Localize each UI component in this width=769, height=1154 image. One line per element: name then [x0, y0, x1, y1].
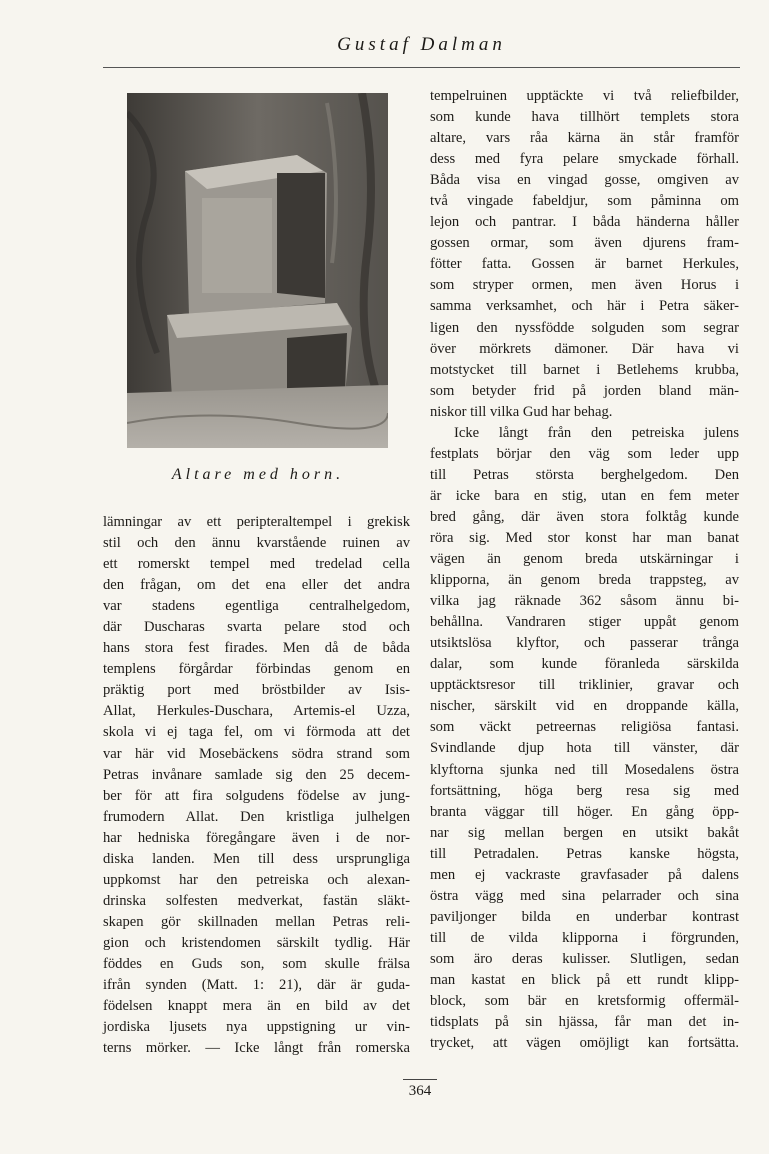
text-line: som kunde hava tillhört templets stora — [430, 109, 739, 126]
text-line: där Duscharas svarta pelare stod och — [103, 619, 410, 636]
text-line: klyftorna sjunka ned till Mosedalens östra — [430, 761, 739, 778]
text-line: som väckt petreernas religiösa fantasi. — [430, 719, 739, 736]
altar-photograph — [127, 93, 388, 448]
text-line: ligen den nyssfödde solguden som segrar — [430, 319, 739, 336]
text-line: fötter fatta. Gossen är barnet Herkules, — [430, 256, 739, 273]
text-line: diska landen. Men till dess ursprungliga — [103, 850, 410, 867]
text-line: gion och kristendomen särskilt tydlig. Här — [103, 934, 410, 951]
paragraph-start-line: Icke långt från den petreiska julens — [454, 424, 739, 441]
text-line: bred gång, där även stora folktåg kunde — [430, 508, 739, 525]
text-line: uppkomst har den petreiska och alexan- — [103, 871, 410, 888]
text-line: lämningar av ett peripteraltempel i grekisk — [103, 514, 410, 530]
text-line: dess med fyra pelare smyckade förhall. — [430, 151, 739, 168]
text-line: föddes en Guds son, som skulle frälsa — [103, 955, 410, 972]
text-line: block, som bär en kretsformig offermäl- — [430, 993, 739, 1010]
text-line: ett romerskt tempel med tredelad cella — [103, 556, 410, 573]
text-line: ifrån synden (Matt. 1: 21), där är guda- — [103, 977, 410, 994]
text-line: som betyder frid på jorden bland män- — [430, 382, 739, 399]
text-line: nischer, särskilt vid en droppande källa, — [430, 698, 739, 715]
text-line: niskor till vilka Gud har behag. — [430, 403, 613, 420]
text-line: röra sig. Med stor konst har man banat — [430, 529, 739, 546]
text-line: tidsplats på sin hjässa, får man det in- — [430, 1014, 739, 1031]
text-line: östra vägg med sina pelarrader och sina — [430, 887, 739, 904]
text-line: lejon och pantrar. I båda händerna håller — [430, 214, 739, 231]
text-line: vilka jag räknade 362 såsom ännu bi- — [430, 593, 739, 610]
right-text-column — [430, 86, 739, 1054]
text-line: födelsen knappt mera än en bild av det — [103, 998, 410, 1015]
text-line: terns mörker. — Icke långt från romerska — [103, 1040, 410, 1057]
text-line: dalar, som kunde föranleda särskilda — [430, 656, 739, 673]
text-line: templens förgårdar förbindas genom en — [103, 661, 410, 678]
text-line: tempelruinen upptäckte vi två reliefbilder, — [430, 88, 739, 104]
text-line: klipporna, än genom breda trappsteg, av — [430, 572, 739, 589]
text-line: Petras invånare samlade sig den 25 decem- — [103, 766, 410, 783]
altar-photo-image — [127, 93, 388, 448]
running-header: Gustaf Dalman — [337, 34, 506, 55]
text-line: nar sig mellan bergen en utsikt bakåt — [430, 824, 739, 841]
text-line: trycket, att vägen omöjligt kan fortsätta. — [430, 1035, 739, 1052]
text-line: var här vid Mosebäckens södra strand som — [103, 745, 410, 762]
text-line: präktig port med bröstbilder av Isis- — [103, 682, 410, 699]
text-line: skapen gör skillnaden mellan Petras reli- — [103, 913, 410, 930]
text-line: man kastat en blick på ett rundt klipp- — [430, 971, 739, 988]
header-rule — [103, 67, 740, 68]
text-line: till Petradalen. Petras kanske högsta, — [430, 845, 739, 862]
text-line: behållna. Vandraren stiger uppåt genom — [430, 614, 739, 631]
text-line: skola vi ej taga fel, om vi förmoda att det — [103, 724, 410, 741]
text-line: festplats börjar den väg som leder upp — [430, 445, 739, 462]
text-line: ber för att fira solgudens födelse av jung- — [103, 787, 410, 804]
page-number: 364 — [408, 1083, 432, 1099]
text-line: vägen än genom breda utskärningar i — [430, 551, 739, 568]
text-line: jordiska ljusets nya uppstigning ur vin- — [103, 1019, 410, 1036]
text-line: fortsättning, höga berg resa sig med — [430, 782, 739, 799]
text-line: men ej vackraste gravfasader på dalens — [430, 866, 739, 883]
text-line: utsiktslösa klyftor, och passerar trånga — [430, 635, 739, 652]
text-line: motstycket till barnet i Betlehems krubba, — [430, 361, 739, 378]
text-line: gossen ormar, som även djurens fram- — [430, 235, 739, 252]
text-line: som stryper ormen, men även Horus i — [430, 277, 739, 294]
text-line: drinska solfesten medverkat, fastän släkt- — [103, 892, 410, 909]
text-line: branta väggar till höger. En gång öpp- — [430, 803, 739, 820]
text-line: samma verksamhet, och här i Petra säker- — [430, 298, 739, 315]
text-line: hans stora fest firades. Men då de båda — [103, 640, 410, 657]
figure-caption: Altare med horn. — [171, 466, 345, 483]
text-line: Svindlande djup hota till vänster, där — [430, 740, 739, 757]
text-line: två vingade fabeldjur, som påminna om — [430, 193, 739, 210]
text-line: frumodern Allat. Den kristliga julhelgen — [103, 808, 410, 825]
text-line: över mörkrets dämoner. Där hava vi — [430, 340, 739, 357]
text-line: Båda visa en vingad gosse, omgiven av — [430, 172, 739, 189]
text-line: altare, vars råa kärna än står framför — [430, 130, 739, 147]
text-line: har hedniska föregångare även i de nor- — [103, 829, 410, 846]
text-line: är icke bara en stig, utan en fem meter — [430, 487, 739, 504]
page-number-rule — [403, 1079, 437, 1080]
text-line: stil och den ännu kvarstående ruinen av — [103, 535, 410, 552]
text-line: som äro deras kulisser. Slutligen, sedan — [430, 950, 739, 967]
text-line: till Petras största berghelgedom. Den — [430, 466, 739, 483]
text-line: paviljonger bilda en underbar kontrast — [430, 908, 739, 925]
text-line: upptäcktsresor till triklinier, gravar och — [430, 677, 739, 694]
text-line: den frågan, om det ena eller det andra — [103, 577, 410, 594]
left-text-column — [103, 512, 410, 1059]
text-line: Allat, Herkules-Duschara, Artemis-el Uzza, — [103, 703, 410, 720]
text-line: till de vilda klipporna i förgrunden, — [430, 929, 739, 946]
text-line: var stadens egentliga centralhelgedom, — [103, 598, 410, 615]
